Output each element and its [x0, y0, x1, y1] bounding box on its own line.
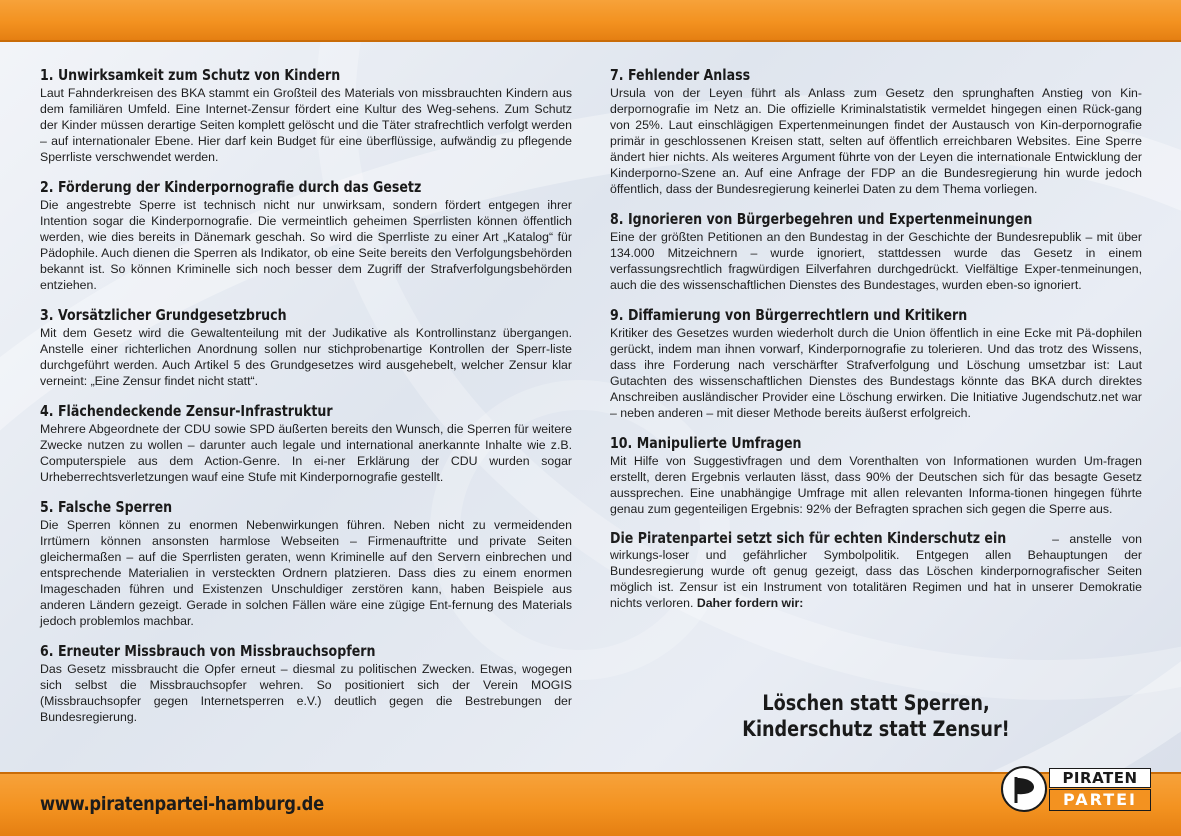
article-section	[610, 66, 1142, 197]
article-section	[40, 306, 572, 389]
article-section	[40, 642, 572, 725]
article-section	[610, 434, 1142, 517]
article-section	[40, 178, 572, 293]
closing-text: – anstelle von wirkungs-loser und gefährlicher Symbolpolitik. Entgegen allen Behauptungen der Bundesregierung wurde oft genug gezeigt, dass das Löschen kinderpornografischer Seiten möglich ist. Zensur ist ein Instrument von totalitären Regimen und hat in unserer Demokratie nichts verloren.	[610, 532, 1142, 610]
section-heading: 10. Manipulierte Umfragen	[610, 434, 802, 452]
article-section	[610, 210, 1142, 293]
section-text: Ursula von der Leyen führt als Anlass zum Gesetz den sprunghaften Anstieg von Kin-derpornografie im Netz an. Die offizielle Kriminalstatistik vermeldet hingegen einen Rück-gang von 25%. Laut einschlägigen Expertenmeinungen findet der Austausch von Kin-derpornografie primär in geschlossenen Kreisen statt, selten auf öffentlich erreichbaren Websites. Eine Sperre ändert hier nichts. Als weiteres Argument führte von der Leyen die internationale Entwicklung der Kinderporno-Szene an. Auf eine Anfrage der FDP an die Bundesregierung hin wurde jedoch öffentlich, dass der Bundesregierung keinerlei Daten zu dem Thema vorliegen.	[610, 86, 1142, 196]
section-text: Laut Fahnderkreisen des BKA stammt ein Großteil des Materials von missbrauchten Kindern aus dem familiären Umfeld. Eine Internet-Zensur fördert eine Kultur des Weg-sehens. Zum Schutz der Kinder müssen derartige Seiten komplett gelöscht und die Täter strafrechtlich verfolgt werden – auf internationaler Ebene. Hier darf kein Budget für eine überflüssige, aufwändig zu pflegende Sperrliste verschwendet werden.	[40, 86, 572, 164]
section-text: Die Sperren können zu enormen Nebenwirkungen führen. Neben nicht zu vermeidenden Irrtümern können ansonsten harmlose Webseiten – Firmenauftritte und private Seiten gleichermaßen – auf die Sperrlisten geraten, wenn Kriminelle auf den Servern einbrechen und entsprechende Materialien in versteckten Ordnern platzieren. Dass dies zu einem enormen Imageschaden führen und Existenzen Unschuldiger zerstören kann, haben Beispiele aus anderen Ländern gezeigt. Gerade in solchen Fällen wäre eine zügige Ent-fernung des Materials jedoch problemlos machbar.	[40, 518, 572, 628]
pirate-sail-icon	[1001, 766, 1047, 812]
slogan-line-2: Kinderschutz statt Zensur!	[742, 717, 1010, 741]
footer-website-link[interactable]: www.piratenpartei-hamburg.de	[40, 793, 324, 815]
section-text: Das Gesetz missbraucht die Opfer erneut – diesmal zu politischen Zwecken. Etwas, wogegen sich selbst die Missbrauchsopfer wehren. So positioniert sich der Verein MOGIS (Missbrauchsopfer gegen Internetsperren e.V.) deutlich gegen die Bestrebungen der Bundesregierung.	[40, 662, 572, 724]
section-heading: 9. Diffamierung von Bürgerrechtlern und Kritikern	[610, 306, 968, 324]
top-orange-bar	[0, 0, 1181, 42]
piratenpartei-logo	[1001, 766, 1153, 814]
section-text: Mehrere Abgeordnete der CDU sowie SPD äußerten bereits den Wunsch, die Sperren für weitere Zwecke nutzen zu wollen – darunter auch legale und international anerkannte Inhalte wie z.B. Computerspiele aus dem Action-Genre. In ei-ner Erklärung der CDU wurden sogar Urheberrechtsverletzungen wauf eine Stufe mit Kinderpornografie gestellt.	[40, 422, 572, 484]
section-heading: 5. Falsche Sperren	[40, 498, 173, 516]
article-section	[610, 306, 1142, 421]
section-heading: 7. Fehlender Anlass	[610, 66, 751, 84]
left-column	[40, 66, 572, 738]
section-heading: 8. Ignorieren von Bürgerbegehren und Expertenmeinungen	[610, 210, 1033, 228]
section-heading: 1. Unwirksamkeit zum Schutz von Kindern	[40, 66, 341, 84]
closing-heading: Die Piratenpartei setzt sich für echten Kinderschutz ein	[610, 529, 1007, 547]
slogan-line-1: Löschen statt Sperren,	[762, 691, 990, 715]
section-heading: 6. Erneuter Missbrauch von Missbrauchsopfern	[40, 642, 376, 660]
section-text: Kritiker des Gesetzes wurden wiederholt durch die Union öffentlich in eine Ecke mit Pä-dophilen gerückt, indem man ihnen vorwarf, Kinderpornografie zu tolerieren. Und das trotz des Wissens, dass ihre Forderung nach verschärfter Strafverfolgung und Löschung umsetzbar ist: Laut Gutachten des wissenschaftlichen Dienstes des Bundestags könnte das BKA durch direktes Anschreiben ausländischer Provider eine Löschung erwirken. Die Initiative Jugendschutz.net war – neben anderen – mit dieser Methode bereits äußerst erfolgreich.	[610, 326, 1142, 420]
article-section	[40, 66, 572, 165]
article-section	[40, 498, 572, 629]
closing-demand: Daher fordern wir:	[696, 596, 804, 610]
section-heading: 3. Vorsätzlicher Grundgesetzbruch	[40, 306, 287, 324]
logo-word-piraten: PIRATEN	[1049, 768, 1151, 788]
right-column	[610, 66, 1142, 624]
section-heading: 4. Flächendeckende Zensur-Infrastruktur	[40, 402, 333, 420]
section-heading: 2. Förderung der Kinderpornografie durch das Gesetz	[40, 178, 422, 196]
logo-word-partei: PARTEI	[1049, 789, 1151, 811]
section-text: Mit Hilfe von Suggestivfragen und dem Vorenthalten von Informationen wurden Um-fragen erstellt, deren Ergebnis verlauten lässt, dass 90% der Deutschen sich für das besagte Gesetz aussprechen. Eine unabhängige Umfrage mit allen relevanten Informa-tionen hingegen führte genau zum gegenteiligen Ergebnis: 92% der Befragten sprachen sich gegen die Sperre aus.	[610, 454, 1142, 516]
slogan	[610, 690, 1142, 742]
section-text: Eine der größten Petitionen an den Bundestag in der Geschichte der Bundesrepublik – mit über 134.000 Mitzeichnern – wurde ignoriert, stattdessen wurde das Gesetz in einem verfassungsrechtlich fragwürdigen Eilverfahren durchgedrückt. Vielfältige Exper-tenmeinungen, auch die des wissenschaftlichen Dienstes des Bundestages, wurden eben-so ignoriert.	[610, 230, 1142, 292]
section-text: Mit dem Gesetz wird die Gewaltenteilung mit der Judikative als Kontrollinstanz übergangen. Anstelle einer richterlichen Anordnung sollen nur stichprobenartige Kontrollen der Sperr-liste durchgeführt werden. Auch Artikel 5 des Grundgesetzes wird ausgehebelt, welcher Zensur klar verneint: „Eine Zensur findet nicht statt“.	[40, 326, 572, 388]
closing-statement	[610, 530, 1142, 611]
section-text: Die angestrebte Sperre ist technisch nicht nur unwirksam, sondern fördert entgegen ihrer Intention sogar die Kinderpornografie. Die vermeintlich geheimen Sperrlisten können öffentlich werden, wie dies bereits in Dänemark geschah. So wird die Sperrliste zu einer Art „Katalog“ für Pädophile. Auch dienen die Sperren als Indikator, ob eine Seite bereits den Verfolgungsbehörden bekannt ist. So können Kriminelle sich noch besser dem Zugriff der Strafverfolgungsbehörden entziehen.	[40, 198, 572, 292]
article-section	[40, 402, 572, 485]
